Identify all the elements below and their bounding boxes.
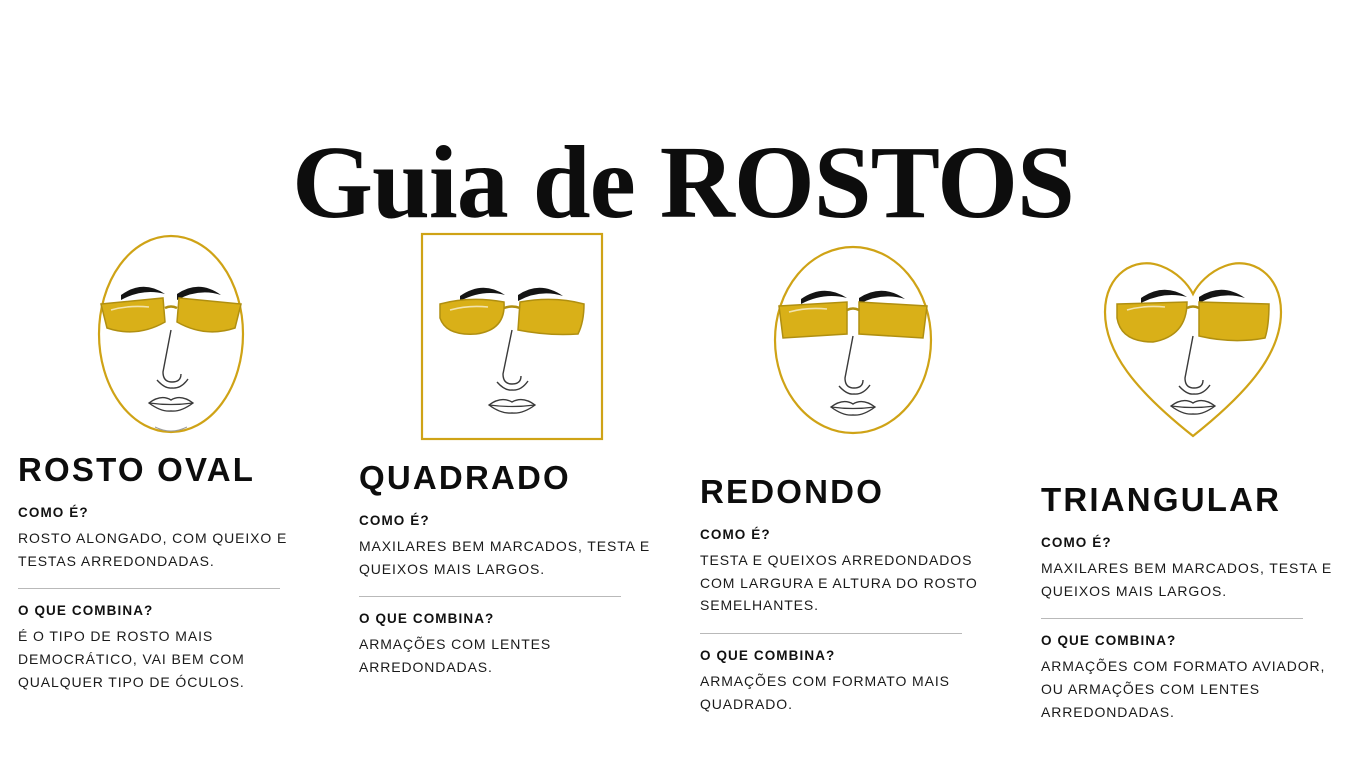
how-is-it-label: COMO É? — [18, 505, 89, 520]
round-face-icon — [753, 236, 953, 451]
card-divider — [1041, 618, 1303, 619]
what-matches-text: ARMAÇÕES COM FORMATO AVIADOR, OU ARMAÇÕES COM LENTES ARREDONDADAS. — [1041, 658, 1326, 720]
card-divider — [18, 588, 280, 589]
how-is-it-text: TESTA E QUEIXOS ARREDONDADOS COM LARGURA E ALTURA DO ROSTO SEMELHANTES. — [700, 552, 978, 614]
what-matches-text: ARMAÇÕES COM FORMATO MAIS QUADRADO. — [700, 673, 950, 712]
heart-face-illustration — [1041, 222, 1346, 465]
how-is-it-label: COMO É? — [1041, 535, 1112, 550]
what-matches-text: ARMAÇÕES COM LENTES ARREDONDADAS. — [359, 636, 552, 676]
how-is-it-label: COMO É? — [359, 513, 430, 528]
face-card-square — [341, 222, 682, 679]
what-matches-label: O QUE COMBINA? — [18, 603, 154, 619]
card-divider — [700, 633, 962, 634]
how-is-it-label: COMO É? — [700, 527, 771, 542]
face-card-oval — [0, 222, 341, 693]
round-face-illustration — [700, 222, 1005, 461]
card-divider — [359, 596, 621, 597]
what-matches-label: O QUE COMBINA? — [700, 648, 836, 664]
what-matches-label: O QUE COMBINA? — [1041, 633, 1177, 649]
face-shape-name: REDONDO — [700, 473, 885, 510]
oval-face-illustration — [18, 222, 323, 447]
what-matches-text: É O TIPO DE ROSTO MAIS DEMOCRÁTICO, VAI BEM COM QUALQUER TIPO DE ÓCULOS. — [18, 628, 245, 690]
oval-face-icon — [71, 222, 271, 447]
square-face-illustration — [359, 222, 664, 451]
face-shape-name: TRIANGULAR — [1041, 481, 1282, 518]
how-is-it-text: MAXILARES BEM MARCADOS, TESTA E QUEIXOS MAIS LARGOS. — [359, 538, 651, 577]
page-title: Guia de ROSTOS — [292, 124, 1074, 240]
heart-face-icon — [1091, 240, 1296, 450]
what-matches-label: O QUE COMBINA? — [359, 611, 495, 627]
face-shape-name: ROSTO OVAL — [18, 451, 256, 488]
square-face-icon — [404, 226, 619, 451]
face-shape-cards — [0, 222, 1366, 742]
how-is-it-text: MAXILARES BEM MARCADOS, TESTA E QUEIXOS MAIS LARGOS. — [1041, 560, 1333, 599]
face-shape-name: QUADRADO — [359, 459, 571, 496]
face-card-triangular — [1023, 222, 1364, 723]
how-is-it-text: ROSTO ALONGADO, COM QUEIXO E TESTAS ARREDONDADAS. — [18, 530, 288, 569]
face-card-round — [682, 222, 1023, 715]
